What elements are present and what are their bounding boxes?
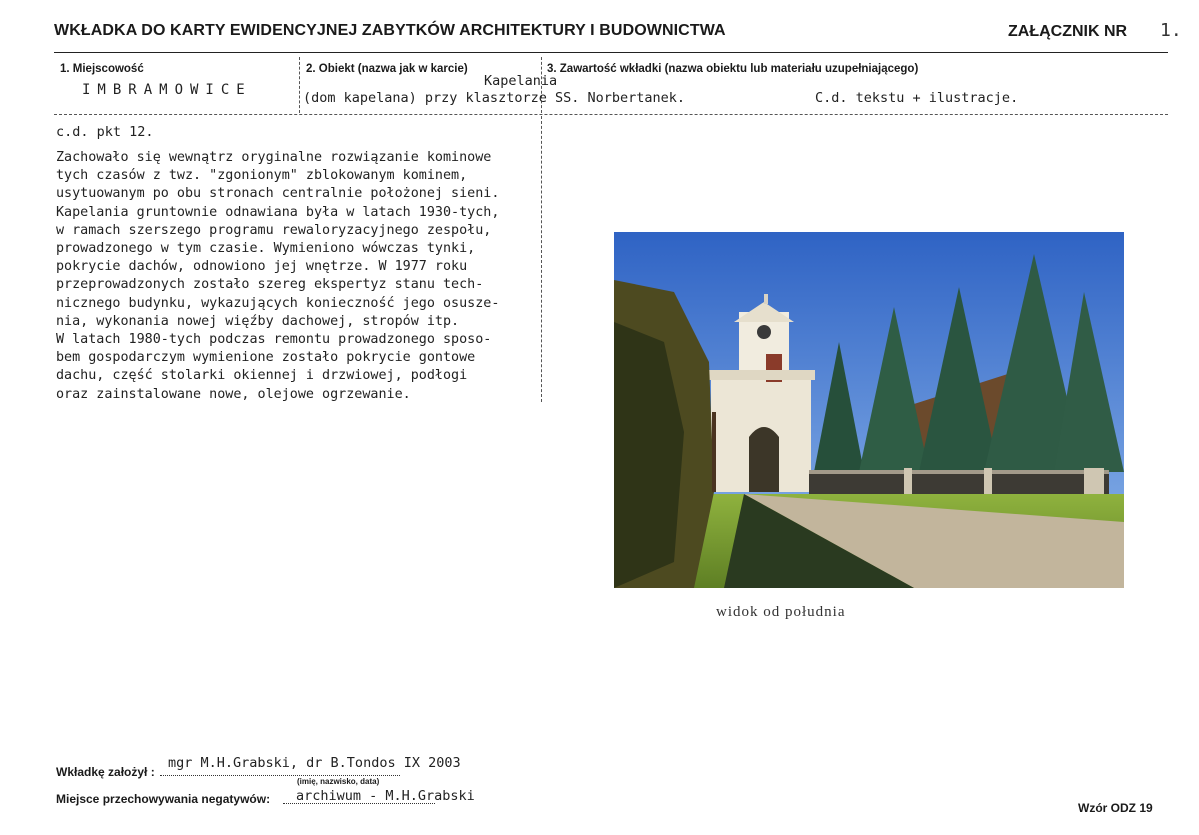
photo-caption: widok od południa — [716, 604, 846, 620]
place-label: 1. Miejscowość — [60, 63, 144, 75]
author-label: Wkładkę założył : — [56, 765, 155, 779]
fields-rule — [54, 114, 1168, 115]
field-divider-1 — [299, 57, 300, 113]
text-line: pokrycie dachów, odnowiono jej wnętrze. W 1977 roku — [56, 259, 468, 275]
column-divider — [541, 116, 542, 402]
form-reference: Wzór ODZ 19 — [1078, 801, 1153, 815]
object-value-top: Kapelania — [484, 73, 558, 89]
text-line: w ramach szerszego programu rewaloryzacyjnego zespołu, — [56, 222, 492, 238]
text-line: usytuowanym po obu stronach centralnie położonej sieni. — [56, 186, 500, 202]
text-line: oraz zainstalowane nowe, olejowe ogrzewanie. — [56, 386, 411, 402]
author-value: mgr M.H.Grabski, dr B.Tondos IX 2003 — [168, 755, 461, 771]
object-label: 2. Obiekt (nazwa jak w karcie) — [306, 63, 468, 75]
text-line: Kapelania gruntownie odnawiana była w latach 1930-tych, — [56, 204, 500, 220]
text-line: bem gospodarczym wymienione zostało pokrycie gontowe — [56, 350, 476, 366]
annex-number: 1. — [1160, 20, 1182, 41]
author-dotted-line — [160, 775, 400, 776]
text-line: przeprowadzonych zostało szereg ekspertyz stanu tech- — [56, 277, 484, 293]
text-line: nicznego budynku, wykazujących konieczność jego osusze- — [56, 295, 500, 311]
text-line: Zachowało się wewnątrz oryginalne rozwiązanie kominowe — [56, 150, 492, 165]
form-title: WKŁADKA DO KARTY EWIDENCYJNEJ ZABYTKÓW ARCHITEKTURY I BUDOWNICTWA — [54, 22, 726, 39]
text-line: tych czasów z twz. "zgonionym" zblokowanym kominem, — [56, 168, 468, 184]
author-hint: (imię, nazwisko, data) — [297, 777, 380, 786]
place-value: IMBRAMOWICE — [82, 82, 252, 98]
content-label: 3. Zawartość wkładki (nazwa obiektu lub materiału uzupełniającego) — [547, 63, 919, 75]
object-value: (dom kapelana) przy klasztorze SS. Norbertanek. — [303, 90, 686, 106]
building-photo — [614, 232, 1124, 588]
continuation-note: c.d. pkt 12. — [56, 124, 154, 140]
text-line: prowadzonego w tym czasie. Wymieniono wówczas tynki, — [56, 241, 476, 257]
annex-label: ZAŁĄCZNIK NR — [1008, 23, 1128, 40]
text-line: nia, wykonania nowej więźby dachowej, stropów itp. — [56, 313, 460, 329]
negatives-label: Miejsce przechowywania negatywów: — [56, 792, 271, 806]
content-value: C.d. tekstu + ilustracje. — [815, 90, 1019, 106]
text-line: W latach 1980-tych podczas remontu prowadzonego sposo- — [56, 332, 492, 348]
negatives-value: archiwum - M.H.Grabski — [296, 788, 475, 804]
header-rule — [54, 52, 1168, 53]
text-line: dachu, część stolarki okiennej i drzwiowej, podłogi — [56, 368, 468, 384]
description-paragraph — [56, 149, 526, 404]
